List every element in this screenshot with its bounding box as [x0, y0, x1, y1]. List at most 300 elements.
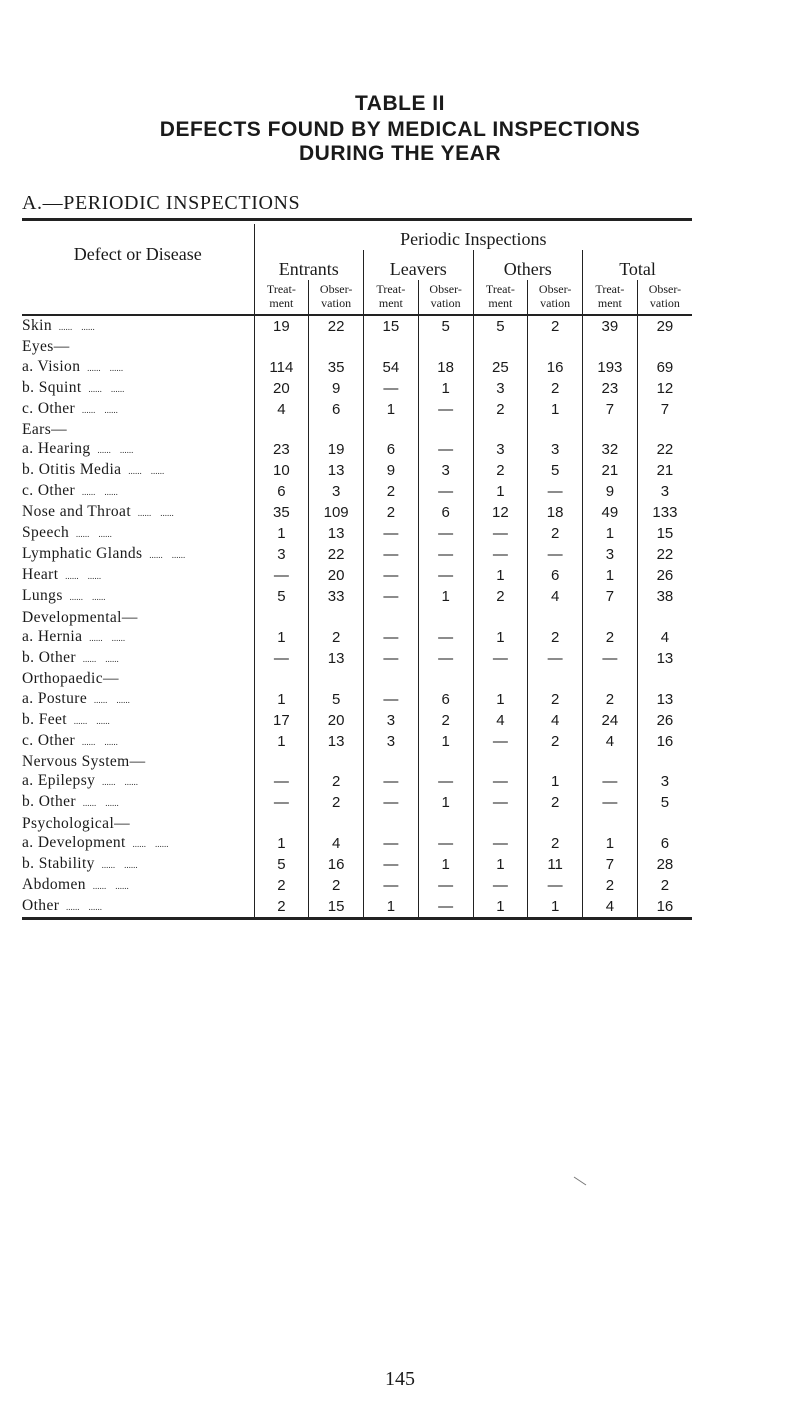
cell-leavers-treatment: —	[364, 792, 419, 813]
table-row	[22, 731, 692, 752]
row-label-text: b. Feet	[22, 710, 67, 728]
cell-entrants-observation: 2	[309, 792, 364, 813]
cell-entrants-treatment: 19	[254, 315, 309, 337]
leader-dots: ...... ......	[121, 466, 165, 477]
table-row	[22, 896, 692, 919]
row-label	[22, 523, 254, 544]
cell-total-treatment	[583, 752, 638, 772]
cell-others-observation: 4	[528, 710, 583, 731]
subheader-treat-line1: Treat-	[376, 282, 406, 296]
table-row	[22, 833, 692, 854]
cell-entrants-treatment	[254, 669, 309, 689]
cell-total-observation: 12	[637, 378, 692, 399]
cell-leavers-treatment	[364, 813, 419, 833]
cell-entrants-observation: 2	[309, 875, 364, 896]
cell-entrants-observation	[309, 337, 364, 357]
cell-entrants-treatment: 2	[254, 896, 309, 919]
row-label	[22, 669, 254, 689]
table-row	[22, 481, 692, 502]
cell-total-observation	[637, 420, 692, 440]
cell-leavers-treatment: —	[364, 565, 419, 586]
table-row	[22, 337, 692, 357]
row-label-text: Developmental—	[22, 608, 138, 626]
cell-total-observation: 29	[637, 315, 692, 337]
cell-others-observation: 6	[528, 565, 583, 586]
subheader-entrants-treatment	[254, 280, 309, 315]
table-row	[22, 460, 692, 481]
cell-total-observation: 38	[637, 586, 692, 607]
stray-mark	[573, 1176, 587, 1186]
leader-dots: ...... ......	[81, 383, 125, 394]
cell-others-treatment: 1	[473, 627, 528, 648]
row-label	[22, 648, 254, 669]
cell-leavers-observation: —	[418, 648, 473, 669]
cell-entrants-observation: 20	[309, 710, 364, 731]
cell-entrants-treatment	[254, 813, 309, 833]
cell-others-treatment: 1	[473, 481, 528, 502]
cell-entrants-observation: 22	[309, 315, 364, 337]
row-label-text: Abdomen	[22, 876, 86, 894]
cell-others-observation	[528, 420, 583, 440]
cell-entrants-treatment: 6	[254, 481, 309, 502]
table-row	[22, 523, 692, 544]
cell-entrants-treatment: —	[254, 792, 309, 813]
cell-total-observation: 16	[637, 731, 692, 752]
cell-others-observation: 2	[528, 689, 583, 710]
cell-leavers-treatment: 15	[364, 315, 419, 337]
subheader-obs-line2: vation	[430, 296, 461, 310]
row-label-text: b. Otitis Media	[22, 461, 122, 479]
table-title-line-2: DURING THE YEAR	[299, 142, 501, 165]
cell-total-observation	[637, 669, 692, 689]
cell-others-treatment: 2	[473, 460, 528, 481]
cell-entrants-observation: 22	[309, 544, 364, 565]
cell-entrants-observation: 4	[309, 833, 364, 854]
table-row	[22, 502, 692, 523]
leader-dots: ...... ......	[76, 654, 119, 665]
cell-leavers-treatment: —	[364, 854, 419, 875]
cell-total-observation: 5	[637, 792, 692, 813]
cell-others-treatment: 4	[473, 710, 528, 731]
header-group-entrants: Entrants	[254, 250, 364, 280]
row-label	[22, 896, 254, 919]
leader-dots: ...... ......	[58, 571, 102, 582]
cell-leavers-observation: 3	[418, 460, 473, 481]
cell-leavers-treatment	[364, 337, 419, 357]
cell-leavers-observation: —	[418, 896, 473, 919]
row-label-text: Lymphatic Glands	[22, 545, 143, 563]
cell-leavers-treatment: 3	[364, 731, 419, 752]
row-label	[22, 833, 254, 854]
cell-leavers-treatment: 1	[364, 399, 419, 420]
subheader-obs-line1: Obser-	[319, 282, 353, 296]
cell-total-observation: 16	[637, 896, 692, 919]
cell-total-observation: 3	[637, 481, 692, 502]
row-label-text: Nervous System—	[22, 753, 146, 771]
table-number: TABLE II	[355, 92, 445, 115]
table-row	[22, 627, 692, 648]
header-defect-or-disease: Defect or Disease	[73, 244, 202, 264]
cell-entrants-observation	[309, 607, 364, 627]
cell-others-treatment: 1	[473, 896, 528, 919]
cell-total-treatment: 3	[583, 544, 638, 565]
cell-entrants-treatment: 1	[254, 689, 309, 710]
table-row	[22, 813, 692, 833]
row-label-text: c. Other	[22, 399, 76, 417]
cell-entrants-observation: 2	[309, 627, 364, 648]
table-row	[22, 854, 692, 875]
cell-others-treatment: —	[473, 523, 528, 544]
row-label-text: c. Other	[22, 482, 76, 500]
leader-dots: ...... ......	[76, 798, 119, 809]
leader-dots: ...... ......	[75, 736, 118, 747]
row-label-text: c. Other	[22, 731, 76, 749]
table-row	[22, 357, 692, 378]
cell-entrants-observation: 19	[309, 439, 364, 460]
cell-total-treatment	[583, 337, 638, 357]
cell-others-observation: —	[528, 544, 583, 565]
cell-total-treatment: —	[583, 648, 638, 669]
cell-leavers-observation: 1	[418, 792, 473, 813]
cell-leavers-treatment: —	[364, 689, 419, 710]
table-row	[22, 648, 692, 669]
cell-others-treatment: 2	[473, 586, 528, 607]
leader-dots: ...... ......	[75, 404, 118, 415]
cell-others-observation: 1	[528, 896, 583, 919]
cell-others-observation	[528, 813, 583, 833]
cell-total-observation: 26	[637, 710, 692, 731]
cell-total-treatment: 24	[583, 710, 638, 731]
cell-leavers-treatment: 54	[364, 357, 419, 378]
cell-entrants-treatment	[254, 752, 309, 772]
top-rule	[22, 218, 692, 221]
cell-leavers-observation: —	[418, 523, 473, 544]
cell-others-treatment: —	[473, 771, 528, 792]
cell-leavers-treatment: 9	[364, 460, 419, 481]
row-label	[22, 731, 254, 752]
cell-leavers-observation: 6	[418, 502, 473, 523]
cell-total-treatment: 7	[583, 586, 638, 607]
row-label	[22, 854, 254, 875]
cell-entrants-treatment	[254, 337, 309, 357]
cell-entrants-treatment: 23	[254, 439, 309, 460]
cell-total-treatment	[583, 607, 638, 627]
cell-leavers-observation	[418, 752, 473, 772]
cell-others-observation: 5	[528, 460, 583, 481]
leader-dots: ...... ......	[67, 715, 110, 726]
row-label	[22, 565, 254, 586]
cell-others-observation: 2	[528, 315, 583, 337]
row-label	[22, 357, 254, 378]
cell-leavers-observation: —	[418, 481, 473, 502]
cell-total-treatment	[583, 420, 638, 440]
cell-leavers-observation: —	[418, 544, 473, 565]
cell-others-treatment	[473, 607, 528, 627]
table-row	[22, 710, 692, 731]
cell-leavers-observation: 1	[418, 731, 473, 752]
cell-others-treatment	[473, 813, 528, 833]
cell-others-treatment: —	[473, 648, 528, 669]
row-label	[22, 544, 254, 565]
cell-total-treatment: 1	[583, 523, 638, 544]
cell-leavers-treatment: —	[364, 833, 419, 854]
table-row	[22, 315, 692, 337]
cell-leavers-observation: —	[418, 771, 473, 792]
row-label	[22, 399, 254, 420]
cell-others-observation: 2	[528, 792, 583, 813]
cell-others-observation: 4	[528, 586, 583, 607]
row-label-text: Nose and Throat	[22, 503, 132, 521]
cell-entrants-observation	[309, 420, 364, 440]
cell-leavers-treatment: —	[364, 544, 419, 565]
row-label-text: Skin	[22, 317, 53, 334]
cell-others-treatment: 1	[473, 854, 528, 875]
table-row	[22, 378, 692, 399]
cell-total-observation: 4	[637, 627, 692, 648]
subheader-obs-line1: Obser-	[538, 282, 572, 296]
cell-entrants-observation: 13	[309, 731, 364, 752]
cell-total-observation	[637, 813, 692, 833]
cell-entrants-treatment: 5	[254, 586, 309, 607]
cell-total-treatment	[583, 669, 638, 689]
cell-others-treatment: —	[473, 875, 528, 896]
table-row	[22, 875, 692, 896]
cell-entrants-treatment: —	[254, 771, 309, 792]
row-label	[22, 439, 254, 460]
subheader-leavers-treatment	[364, 280, 419, 315]
cell-leavers-treatment: 3	[364, 710, 419, 731]
cell-entrants-observation	[309, 669, 364, 689]
cell-entrants-observation: 6	[309, 399, 364, 420]
subheader-others-observation	[528, 280, 583, 315]
cell-entrants-observation: 15	[309, 896, 364, 919]
leader-dots: ...... ......	[59, 902, 103, 913]
table-row	[22, 565, 692, 586]
cell-total-observation: 3	[637, 771, 692, 792]
cell-others-treatment: 2	[473, 399, 528, 420]
cell-others-treatment: 12	[473, 502, 528, 523]
cell-entrants-treatment: 1	[254, 731, 309, 752]
cell-leavers-observation: 5	[418, 315, 473, 337]
table-title-line-1: DEFECTS FOUND BY MEDICAL INSPECTIONS	[159, 118, 641, 141]
cell-total-treatment: 7	[583, 854, 638, 875]
subheader-treat-line2: ment	[597, 296, 622, 310]
table-body	[22, 315, 692, 919]
cell-total-observation: 21	[637, 460, 692, 481]
table-row	[22, 399, 692, 420]
cell-others-observation: —	[528, 481, 583, 502]
header-group-others: Others	[473, 250, 583, 280]
cell-leavers-treatment	[364, 607, 419, 627]
cell-leavers-treatment	[364, 420, 419, 440]
row-label-text: b. Other	[22, 793, 76, 811]
row-label-text: a. Vision	[22, 357, 81, 375]
row-label	[22, 792, 254, 813]
cell-others-observation	[528, 669, 583, 689]
cell-leavers-observation: —	[418, 439, 473, 460]
cell-total-observation: 7	[637, 399, 692, 420]
leader-dots: ...... ......	[69, 529, 112, 540]
cell-others-observation: 11	[528, 854, 583, 875]
row-label	[22, 813, 254, 833]
cell-others-observation: 1	[528, 771, 583, 792]
cell-entrants-treatment: 1	[254, 627, 309, 648]
cell-leavers-observation: 1	[418, 586, 473, 607]
subheader-treat-line2: ment	[378, 296, 403, 310]
cell-others-observation	[528, 607, 583, 627]
leader-dots: ...... ......	[94, 860, 138, 871]
cell-entrants-treatment: —	[254, 648, 309, 669]
row-label-text: b. Squint	[22, 378, 82, 396]
leader-dots: ...... ......	[125, 839, 169, 850]
cell-leavers-observation: 6	[418, 689, 473, 710]
cell-others-observation	[528, 752, 583, 772]
cell-entrants-treatment: 10	[254, 460, 309, 481]
cell-entrants-treatment: 4	[254, 399, 309, 420]
cell-total-observation: 133	[637, 502, 692, 523]
subheader-treat-line1: Treat-	[485, 282, 515, 296]
row-label-text: a. Development	[22, 834, 126, 852]
cell-leavers-observation: 18	[418, 357, 473, 378]
cell-others-treatment	[473, 337, 528, 357]
cell-entrants-treatment: 17	[254, 710, 309, 731]
cell-leavers-observation: —	[418, 627, 473, 648]
cell-total-observation: 13	[637, 648, 692, 669]
cell-entrants-observation	[309, 752, 364, 772]
cell-entrants-treatment	[254, 420, 309, 440]
subheader-obs-line2: vation	[540, 296, 571, 310]
cell-others-observation: —	[528, 648, 583, 669]
table-row	[22, 544, 692, 565]
cell-others-treatment: 25	[473, 357, 528, 378]
cell-leavers-treatment: 2	[364, 481, 419, 502]
cell-leavers-treatment: —	[364, 523, 419, 544]
header-periodic-inspections: Periodic Inspections	[254, 224, 692, 250]
table-row	[22, 771, 692, 792]
cell-entrants-observation: 13	[309, 460, 364, 481]
cell-leavers-treatment	[364, 752, 419, 772]
cell-entrants-observation: 3	[309, 481, 364, 502]
cell-others-observation	[528, 337, 583, 357]
cell-entrants-treatment: 5	[254, 854, 309, 875]
cell-entrants-observation: 35	[309, 357, 364, 378]
cell-total-observation: 22	[637, 544, 692, 565]
subheader-treat-line1: Treat-	[595, 282, 625, 296]
cell-total-treatment: 21	[583, 460, 638, 481]
cell-leavers-observation: 1	[418, 378, 473, 399]
header-group-total: Total	[583, 250, 693, 280]
table-row	[22, 689, 692, 710]
cell-others-treatment: 3	[473, 439, 528, 460]
cell-leavers-observation	[418, 337, 473, 357]
cell-total-treatment: 193	[583, 357, 638, 378]
table-row	[22, 752, 692, 772]
row-label	[22, 875, 254, 896]
subheader-treat-line1: Treat-	[266, 282, 296, 296]
subheader-row	[22, 280, 692, 315]
leader-dots: ...... ......	[82, 633, 126, 644]
cell-entrants-observation: 2	[309, 771, 364, 792]
row-label-text: Heart	[22, 566, 59, 584]
cell-total-treatment	[583, 813, 638, 833]
cell-total-observation: 2	[637, 875, 692, 896]
row-label-text: Psychological—	[22, 814, 131, 832]
cell-others-treatment	[473, 420, 528, 440]
cell-total-observation: 22	[637, 439, 692, 460]
row-label-text: Eyes—	[22, 338, 70, 356]
table-row	[22, 420, 692, 440]
row-label	[22, 752, 254, 772]
cell-entrants-treatment: —	[254, 565, 309, 586]
cell-others-treatment: 1	[473, 689, 528, 710]
row-label	[22, 586, 254, 607]
table-row	[22, 586, 692, 607]
cell-entrants-treatment: 2	[254, 875, 309, 896]
row-label-text: b. Other	[22, 649, 76, 667]
row-label	[22, 710, 254, 731]
row-label	[22, 315, 254, 337]
cell-total-observation: 13	[637, 689, 692, 710]
table-row	[22, 439, 692, 460]
subheader-blank	[22, 280, 254, 315]
cell-total-treatment: 2	[583, 689, 638, 710]
cell-others-observation: —	[528, 875, 583, 896]
subheader-treat-line2: ment	[488, 296, 513, 310]
row-label-text: Ears—	[22, 421, 68, 439]
subheader-entrants-observation	[309, 280, 364, 315]
cell-leavers-treatment: —	[364, 648, 419, 669]
subheader-obs-line1: Obser-	[429, 282, 462, 296]
cell-others-treatment: 5	[473, 315, 528, 337]
cell-total-treatment: 4	[583, 731, 638, 752]
row-label-text: Orthopaedic—	[22, 670, 119, 688]
cell-entrants-observation: 33	[309, 586, 364, 607]
cell-entrants-treatment: 1	[254, 523, 309, 544]
cell-entrants-treatment: 35	[254, 502, 309, 523]
cell-others-observation: 3	[528, 439, 583, 460]
cell-entrants-treatment: 20	[254, 378, 309, 399]
cell-entrants-treatment: 1	[254, 833, 309, 854]
leader-dots: ...... ......	[87, 694, 130, 705]
cell-total-treatment: 23	[583, 378, 638, 399]
cell-leavers-observation	[418, 813, 473, 833]
cell-total-observation	[637, 752, 692, 772]
row-label	[22, 627, 254, 648]
subheader-total-treatment	[583, 280, 638, 315]
cell-total-observation	[637, 337, 692, 357]
cell-leavers-observation: —	[418, 875, 473, 896]
row-label-text: a. Hearing	[22, 440, 91, 458]
cell-entrants-treatment: 114	[254, 357, 309, 378]
cell-total-treatment: 32	[583, 439, 638, 460]
cell-others-observation: 2	[528, 833, 583, 854]
cell-total-treatment: 1	[583, 565, 638, 586]
cell-leavers-treatment: —	[364, 875, 419, 896]
row-label-text: Lungs	[22, 587, 63, 605]
cell-leavers-treatment: 6	[364, 439, 419, 460]
cell-total-treatment: 39	[583, 315, 638, 337]
cell-total-observation: 6	[637, 833, 692, 854]
cell-total-treatment: 2	[583, 875, 638, 896]
subheader-leavers-observation	[418, 280, 473, 315]
leader-dots: ...... ......	[90, 445, 134, 456]
subheader-total-observation	[637, 280, 692, 315]
cell-others-observation: 16	[528, 357, 583, 378]
cell-total-treatment: 9	[583, 481, 638, 502]
table-row	[22, 607, 692, 627]
subheader-obs-line2: vation	[321, 296, 352, 310]
subheader-treat-line2: ment	[269, 296, 294, 310]
